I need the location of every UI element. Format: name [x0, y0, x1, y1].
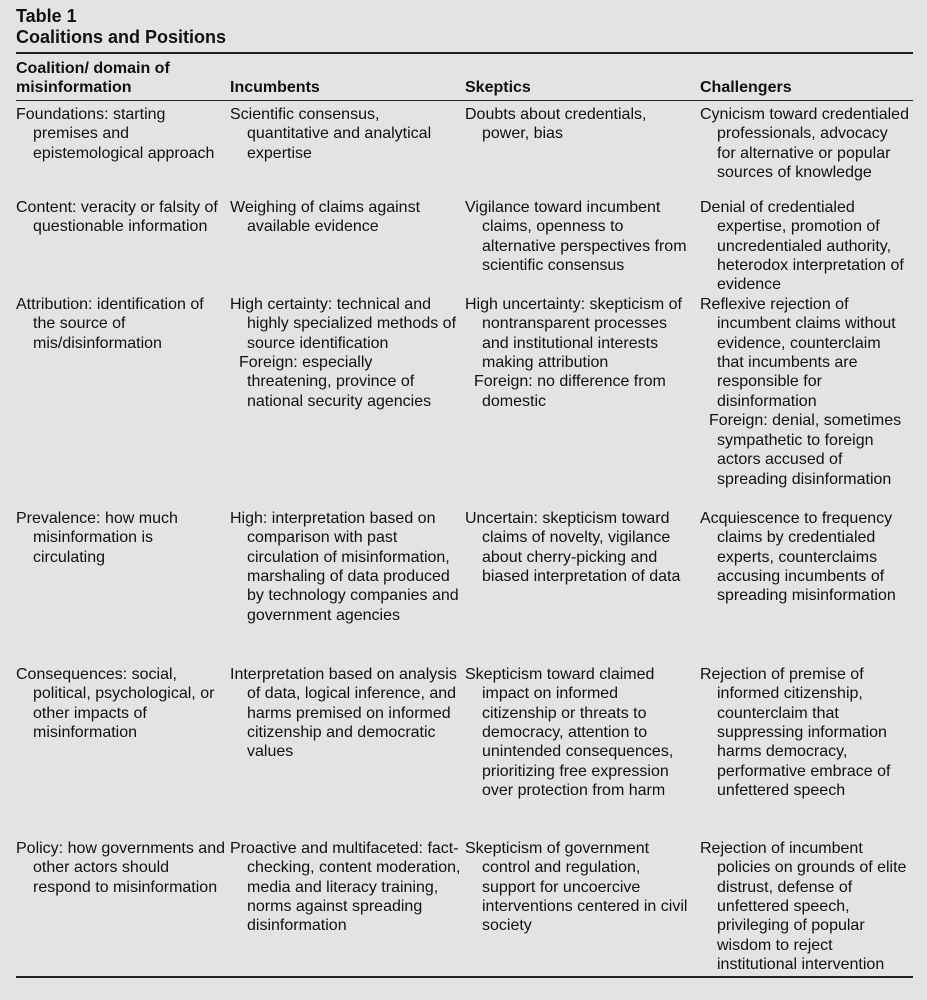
skeptics-cell: Vigilance toward incumbent claims, openness to alternative perspectives from scientific consensus: [465, 198, 687, 275]
skeptics-cell: Skepticism toward claimed impact on informed citizenship or threats to democracy, attention to unintended consequences, prioritizing free expression over protection from harm: [465, 665, 674, 800]
table-row: [16, 295, 913, 509]
challengers-cell: Rejection of incumbent policies on grounds of elite distrust, defense of unfettered speech, privileging of popular wisdom to reject institutional intervention: [700, 839, 907, 974]
challengers-cell: Cynicism toward credentialed professionals, advocacy for alternative or popular sources of knowledge: [700, 105, 909, 182]
table-title: Coalitions and Positions: [16, 27, 227, 47]
table-label: Table 1: [16, 6, 77, 26]
challengers-cell: Reflexive rejection of incumbent claims without evidence, counterclaim that incumbents are responsible for disinformation: [700, 295, 896, 410]
bottom-rule: [16, 976, 913, 978]
challengers-cell: Denial of credentialed expertise, promotion of uncredentialed authority, heterodox interpretation of evidence: [700, 198, 904, 294]
incumbents-cell: High: interpretation based on comparison with past circulation of misinformation, marshaling of data produced by technology companies and government agencies: [230, 509, 459, 624]
domain-cell: Prevalence: how much misinformation is circulating: [16, 509, 178, 566]
table-row: [16, 839, 913, 976]
skeptics-foreign-note: Foreign: no difference from domestic: [474, 373, 666, 410]
incumbents-cell: Weighing of claims against available evidence: [230, 198, 421, 236]
table-row: [16, 665, 913, 839]
domain-cell: Policy: how governments and other actors should respond to misinformation: [16, 839, 225, 896]
table-row: [16, 100, 913, 198]
incumbents-cell: High certainty: technical and highly specialized methods of source identification: [230, 295, 457, 352]
challengers-cell: Acquiescence to frequency claims by credentialed experts, counterclaims accusing incumbents of spreading misinformation: [700, 509, 896, 605]
challengers-foreign-note: Foreign: denial, sometimes sympathetic to foreign actors accused of spreading disinformation: [709, 412, 902, 488]
incumbents-cell: Interpretation based on analysis of data, logical inference, and harms premised on informed citizenship and democratic values: [230, 665, 457, 761]
header-skeptics: Skeptics: [465, 79, 531, 97]
domain-cell: Consequences: social, political, psychological, or other impacts of misinformation: [16, 665, 215, 742]
domain-cell: Content: veracity or falsity of questionable information: [16, 198, 218, 236]
skeptics-cell: Doubts about credentials, power, bias: [465, 105, 647, 143]
coalitions-table: [16, 59, 913, 976]
domain-cell: Attribution: identification of the source of mis/disinformation: [16, 295, 204, 352]
header-challengers: Challengers: [700, 79, 792, 97]
header-domain: Coalition/ domain of misinformation: [16, 60, 170, 97]
incumbents-cell: Scientific consensus, quantitative and analytical expertise: [230, 105, 432, 162]
table-row: [16, 509, 913, 665]
header-row: [16, 59, 913, 100]
incumbents-foreign-note: Foreign: especially threatening, province of national security agencies: [239, 354, 432, 410]
skeptics-cell: High uncertainty: skepticism of nontransparent processes and institutional interests making attribution: [465, 295, 682, 372]
table-row: [16, 198, 913, 295]
top-rule: [16, 52, 913, 54]
incumbents-cell: Proactive and multifaceted: fact-checking, content moderation, media and literacy training, norms against spreading disinformation: [230, 839, 461, 935]
skeptics-cell: Skepticism of government control and regulation, support for uncoercive interventions centered in civil society: [465, 839, 688, 935]
header-incumbents: Incumbents: [230, 79, 320, 97]
challengers-cell: Rejection of premise of informed citizenship, counterclaim that suppressing information harms democracy, performative embrace of unfettered speech: [700, 665, 891, 800]
skeptics-cell: Uncertain: skepticism toward claims of novelty, vigilance about cherry-picking and biased interpretation of data: [465, 509, 681, 586]
domain-cell: Foundations: starting premises and epistemological approach: [16, 105, 215, 162]
